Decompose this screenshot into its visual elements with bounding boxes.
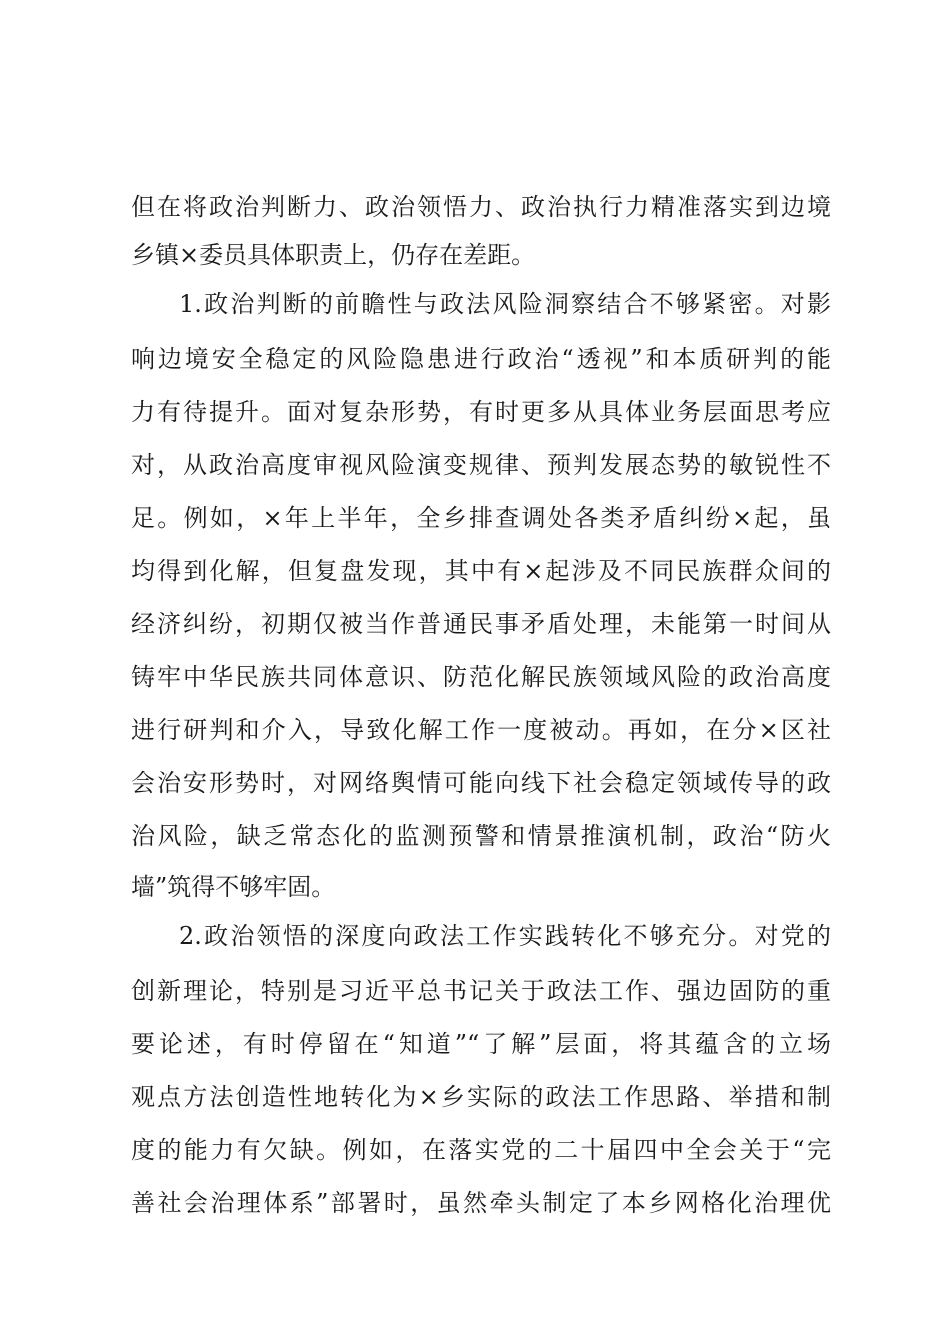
text-line: 创新理论，特别是习近平总书记关于政法工作、强边固防的重 [131,977,831,1005]
text-line: 1.政治判断的前瞻性与政法风险洞察结合不够紧密。对影 [179,290,831,318]
text-line: 力有待提升。面对复杂形势，有时更多从具体业务层面思考应 [131,398,831,426]
text-line: 治风险，缺乏常态化的监测预警和情景推演机制，政治“防火 [131,822,831,850]
text-line: 进行研判和介入，导致化解工作一度被动。再如，在分×区社 [131,716,831,744]
text-line: 2.政治领悟的深度向政法工作实践转化不够充分。对党的 [179,922,831,950]
text-line: 度的能力有欠缺。例如，在落实党的二十届四中全会关于“完 [131,1136,831,1164]
text-line: 观点方法创造性地转化为×乡实际的政法工作思路、举措和制 [131,1083,831,1111]
text-line: 经济纠纷，初期仅被当作普通民事矛盾处理，未能第一时间从 [131,610,831,638]
text-line: 善社会治理体系”部署时，虽然牵头制定了本乡网格化治理优 [131,1189,831,1217]
text-line: 会治安形势时，对网络舆情可能向线下社会稳定领域传导的政 [131,769,831,797]
text-line: 墙”筑得不够牢固。 [131,873,336,901]
text-line: 足。例如，×年上半年，全乡排查调处各类矛盾纠纷×起，虽 [131,504,831,532]
text-line: 响边境安全稳定的风险隐患进行政治“透视”和本质研判的能 [131,345,831,373]
text-line: 铸牢中华民族共同体意识、防范化解民族领域风险的政治高度 [131,663,831,691]
text-line: 要论述，有时停留在“知道”“了解”层面，将其蕴含的立场 [131,1030,831,1058]
text-line: 乡镇×委员具体职责上，仍存在差距。 [131,241,536,269]
text-line: 均得到化解，但复盘发现，其中有×起涉及不同民族群众间的 [131,557,831,585]
text-line: 对，从政治高度审视风险演变规律、预判发展态势的敏锐性不 [131,451,831,479]
text-line: 但在将政治判断力、政治领悟力、政治执行力精准落实到边境 [131,193,831,221]
